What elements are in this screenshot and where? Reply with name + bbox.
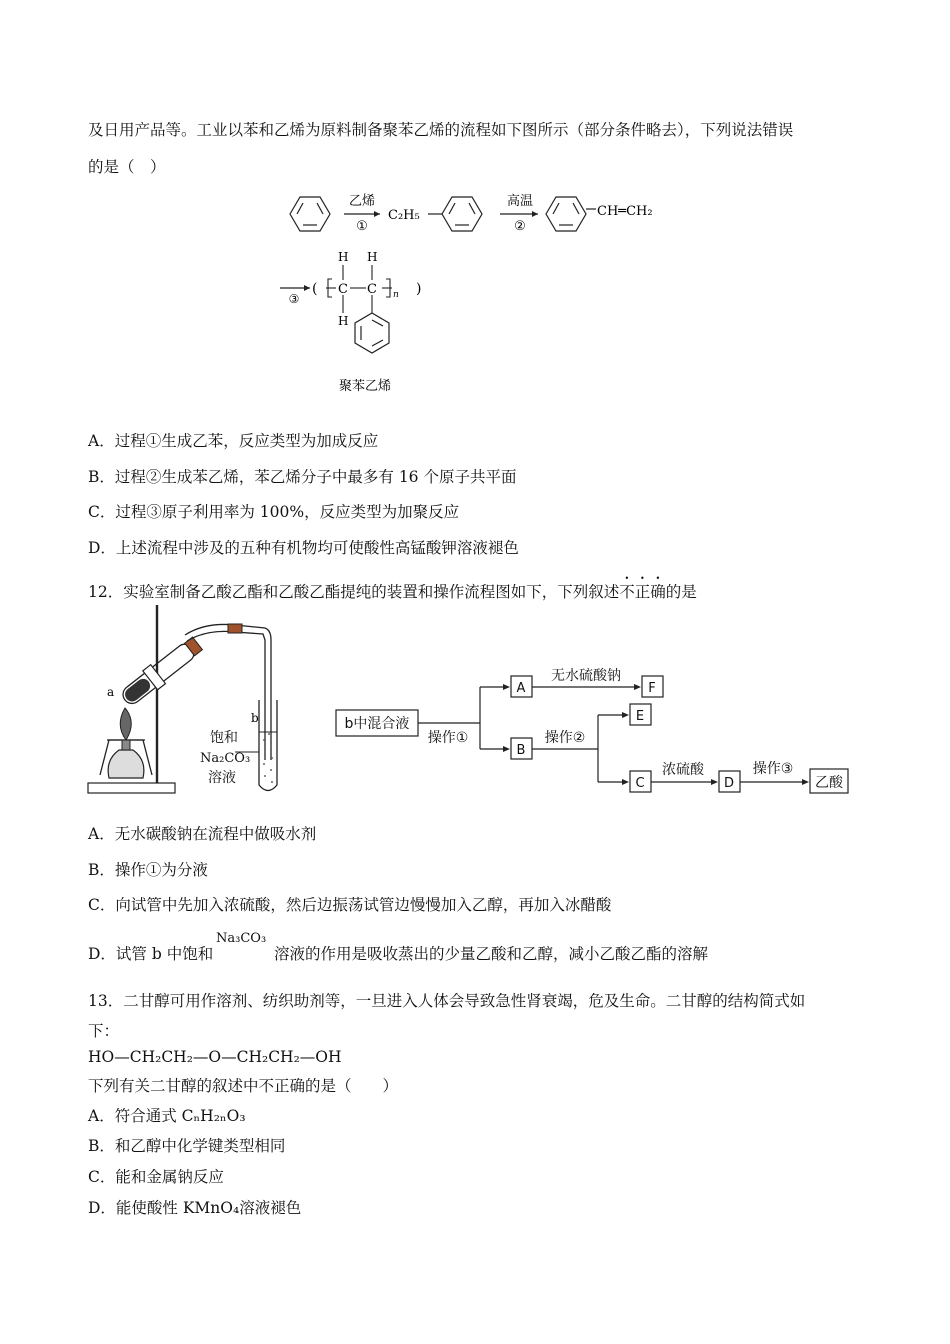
q12-option-d-after: 溶液的作用是吸收蒸出的少量乙酸和乙醇，减小乙酸乙酯的溶解: [274, 945, 709, 963]
carbon-1: C: [338, 282, 348, 297]
q12-stem-before: 12．实验室制备乙酸乙酯和乙酸乙酯提纯的装置和操作流程图如下，下列叙述: [88, 583, 620, 601]
polymer-label: 聚苯乙烯: [338, 379, 392, 394]
stand-base: [88, 783, 175, 793]
q13-stem-line1: 13．二甘醇可用作溶剂、纺织助剂等，一旦进入人体会导致急性肾衰竭，危及生命。二甘醇的结构简式如: [88, 992, 806, 1010]
box-E-label: E: [635, 709, 645, 724]
q13-option-b: B．和乙醇中化学键类型相同: [88, 1137, 286, 1155]
benzene-ring-polymer: [355, 313, 389, 353]
box-B-label: B: [516, 743, 526, 758]
q11-reaction-scheme: [270, 185, 690, 400]
test-tube-b: [259, 700, 277, 791]
q12-stem-after: 的是: [665, 583, 697, 601]
vinyl-group-text: CH═CH₂: [597, 204, 653, 219]
box-C-label: C: [635, 776, 645, 791]
q11-option-a: A．过程①生成乙苯，反应类型为加成反应: [88, 432, 379, 450]
label-na2co3: Na₂CO₃: [200, 751, 251, 766]
label-b: b: [251, 711, 259, 725]
q12-option-a: A．无水碳酸钠在流程中做吸水剂: [88, 825, 317, 843]
hydrogen-top-1: H: [338, 250, 349, 264]
q12-option-d-before: D．试管 b 中饱和: [88, 945, 214, 963]
op3-label: 操作③: [752, 761, 794, 777]
label-a: a: [107, 685, 115, 699]
q11-option-b: B．过程②生成苯乙烯，苯乙烯分子中最多有 16 个原子共平面: [88, 468, 517, 486]
reagent-1-label: 乙烯: [348, 194, 376, 209]
hydrogen-top-2: H: [367, 250, 378, 264]
benzene-ring-2: [442, 197, 482, 231]
box-D-label: D: [723, 776, 735, 791]
step-2-label: ②: [514, 219, 526, 234]
flame-icon: [120, 708, 131, 740]
q11-stem-line2: 的是（ ）: [88, 158, 166, 176]
q12-option-b: B．操作①为分液: [88, 861, 208, 879]
hydrogen-bottom: H: [338, 314, 349, 328]
carbon-2: C: [367, 282, 377, 297]
q11-option-c: C．过程③原子利用率为 100%，反应类型为加聚反应: [88, 503, 460, 521]
alcohol-lamp: [108, 750, 144, 778]
box-F-label: F: [648, 681, 656, 696]
svg-text:(: (: [312, 281, 318, 297]
q13-stem-line2: 下：: [88, 1022, 120, 1040]
op1-label: 操作①: [427, 730, 469, 746]
step-1-label: ①: [356, 219, 368, 234]
reagent-C-label: 浓硫酸: [662, 762, 704, 778]
reagent-A-label: 无水硫酸钠: [551, 668, 621, 684]
box-product-label: 乙酸: [815, 775, 843, 791]
svg-text:): ): [416, 281, 422, 297]
q13-option-d: D．能使酸性 KMnO₄溶液褪色: [88, 1199, 302, 1217]
reagent-2-label: 高温: [506, 194, 534, 209]
q11-option-d: D．上述流程中涉及的五种有机物均可使酸性高锰酸钾溶液褪色: [88, 539, 519, 557]
q12-stem: [88, 574, 697, 602]
q13-question: 下列有关二甘醇的叙述中不正确的是（ ）: [88, 1077, 399, 1095]
degree-n: n: [393, 290, 399, 300]
ester-apparatus: [85, 600, 295, 800]
purification-flowchart: [330, 665, 860, 795]
q11-stem-line1: 及日用产品等。工业以苯和乙烯为原料制备聚苯乙烯的流程如下图所示（部分条件略去），下列说法错误: [88, 121, 794, 139]
q13-option-a: A．符合通式 CₙH₂ₙO₃: [88, 1107, 246, 1125]
benzene-ring-3: [546, 197, 586, 231]
step-3-label: ③: [288, 292, 300, 306]
q12-option-d-formula: Na₃CO₃: [216, 931, 267, 946]
box-start-label: b中混合液: [344, 716, 410, 732]
benzene-ring-1: [290, 197, 330, 231]
q12-option-c: C．向试管中先加入浓硫酸，然后边振荡试管边慢慢加入乙醇，再加入冰醋酸: [88, 896, 612, 914]
q12-stem-emphasis: 不正确: [619, 583, 666, 601]
q13-option-c: C．能和金属钠反应: [88, 1168, 224, 1186]
label-solution: 溶液: [208, 770, 236, 786]
label-saturated: 饱和: [210, 730, 238, 746]
op2-label: 操作②: [544, 730, 586, 746]
q13-formula: HO—CH₂CH₂—O—CH₂CH₂—OH: [88, 1048, 342, 1066]
ethyl-group-text: C₂H₅: [388, 208, 420, 223]
box-A-label: A: [516, 681, 526, 696]
